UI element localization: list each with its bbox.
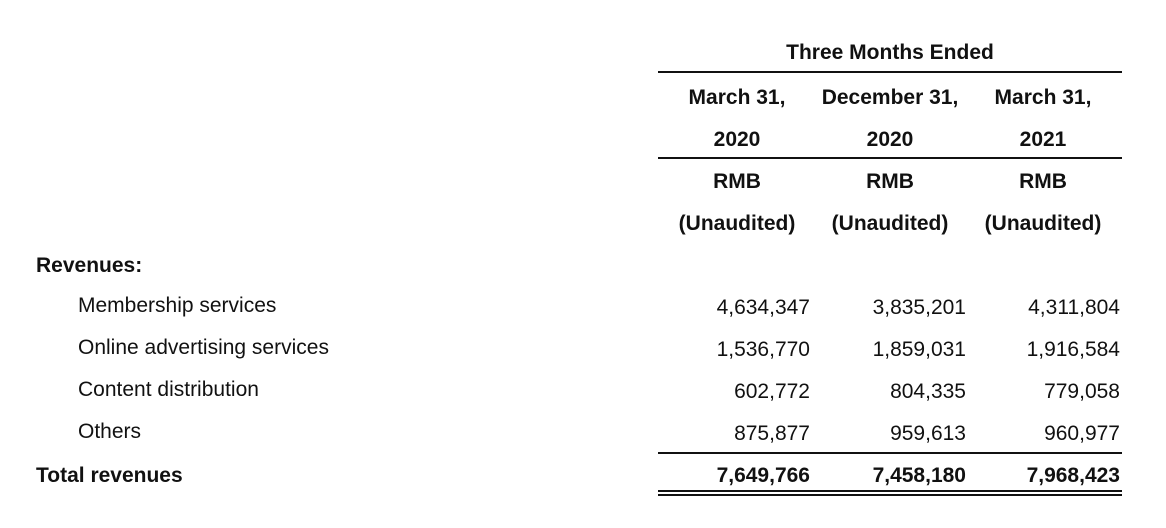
header-rule-middle — [658, 157, 1122, 159]
row-membership-col3: 4,311,804 — [1028, 296, 1120, 319]
period-title: Three Months Ended — [786, 41, 994, 64]
row-others-col3: 960,977 — [1044, 422, 1120, 445]
row-advertising-col3: 1,916,584 — [1026, 338, 1120, 361]
row-label-content-distribution: Content distribution — [78, 378, 259, 401]
row-label-online-advertising: Online advertising services — [78, 336, 329, 359]
subtotal-rule — [658, 452, 1122, 454]
col1-audit-status: (Unaudited) — [678, 212, 796, 235]
total-col3: 7,968,423 — [1026, 464, 1120, 487]
row-membership-col2: 3,835,201 — [872, 296, 966, 319]
total-double-rule-top — [658, 490, 1122, 492]
header-rule-top — [658, 71, 1122, 73]
row-advertising-col2: 1,859,031 — [872, 338, 966, 361]
row-others-col1: 875,877 — [734, 422, 810, 445]
col2-audit-status: (Unaudited) — [831, 212, 949, 235]
col2-date-line2: 2020 — [866, 128, 914, 151]
col3-date-line1: March 31, — [994, 86, 1092, 109]
section-title: Revenues: — [36, 254, 143, 277]
total-double-rule-bottom — [658, 494, 1122, 496]
col3-currency: RMB — [1019, 170, 1067, 193]
total-col2: 7,458,180 — [872, 464, 966, 487]
row-label-others: Others — [78, 420, 142, 443]
row-content-col1: 602,772 — [734, 380, 810, 403]
col3-audit-status: (Unaudited) — [984, 212, 1102, 235]
col1-date-line1: March 31, — [688, 86, 786, 109]
total-col1: 7,649,766 — [716, 464, 810, 487]
row-membership-col1: 4,634,347 — [716, 296, 810, 319]
row-others-col2: 959,613 — [890, 422, 966, 445]
col1-date-line2: 2020 — [713, 128, 761, 151]
col2-date-line1: December 31, — [821, 86, 959, 109]
row-advertising-col1: 1,536,770 — [716, 338, 810, 361]
row-label-membership: Membership services — [78, 294, 277, 317]
col2-currency: RMB — [866, 170, 914, 193]
row-content-col2: 804,335 — [890, 380, 966, 403]
row-content-col3: 779,058 — [1044, 380, 1120, 403]
col1-currency: RMB — [713, 170, 761, 193]
col3-date-line2: 2021 — [1019, 128, 1067, 151]
total-label: Total revenues — [36, 464, 183, 487]
